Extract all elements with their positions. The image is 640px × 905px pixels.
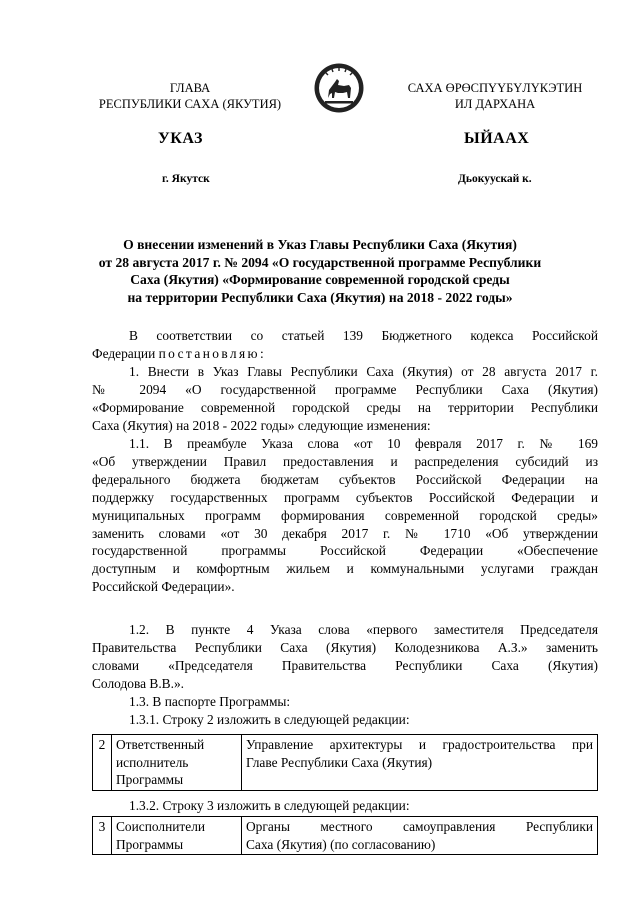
- issuer-ru-line2: РЕСПУБЛИКИ САХА (ЯКУТИЯ): [98, 97, 282, 111]
- body-line: доступным и комфортным жильем и коммунальными услугами граждан: [92, 561, 598, 577]
- body-line: В соответствии со статьей 139 Бюджетного кодекса Российской: [129, 328, 598, 343]
- body-line: № 2094 «О государственной программе Республики Саха (Якутия): [92, 381, 598, 397]
- passport-row-2-table: [92, 734, 598, 791]
- paragraph-1-2: [92, 621, 598, 693]
- title-line: О внесении изменений в Указ Главы Республики Саха (Якутия): [123, 237, 517, 252]
- body-line: словами «Председателя Правительства Республики Саха (Якутия): [92, 657, 598, 673]
- paragraph-1-1: [92, 435, 598, 596]
- body-line: федерального бюджета бюджетам субъектов Российской Федерации на: [92, 471, 598, 487]
- body-line: заменить словами «от 30 декабря 2017 г. № 1710 «Об утверждении: [92, 525, 598, 541]
- body-line: «Формирование современной городской среды на территории Республики: [92, 399, 598, 415]
- coat-of-arms-emblem: [313, 62, 365, 114]
- body-line: 1.3.1. Строку 2 изложить в следующей редакции:: [129, 711, 410, 727]
- preamble-paragraph: [92, 327, 598, 363]
- paragraph-1-3: [92, 693, 598, 729]
- issuer-ru-line1: ГЛАВА: [169, 81, 211, 95]
- row-name-cell: [112, 735, 242, 791]
- passport-row-3-table: [92, 816, 598, 855]
- paragraph-1-3-2: [92, 797, 598, 815]
- cell-line: Органы местного самоуправления Республики: [246, 819, 593, 834]
- table-row: [93, 817, 598, 855]
- body-line: 1. Внести в Указ Главы Республики Саха (Якутия) от 28 августа 2017 г.: [129, 364, 598, 379]
- row-value-cell: [242, 735, 598, 791]
- issuer-sakha-line2: ИЛ ДАРХАНА: [454, 97, 536, 111]
- row-value-cell: [242, 817, 598, 855]
- body-line: Солодова В.В.».: [92, 675, 184, 691]
- cell-line: Управление архитектуры и градостроительства при: [246, 737, 593, 752]
- row-name-cell: [112, 817, 242, 855]
- decree-keyword: постановляю:: [158, 345, 267, 361]
- cell-line: Программы: [116, 772, 184, 788]
- issuer-ru: [80, 80, 300, 112]
- body-line: 1.3. В паспорте Программы:: [129, 694, 291, 709]
- body-line: 1.2. В пункте 4 Указа слова «первого заместителя Председателя: [129, 622, 598, 637]
- body-line: 1.3.2. Строку 3 изложить в следующей редакции:: [129, 798, 410, 813]
- body-line: Правительства Республики Саха (Якутия) Колодезникова А.З.» заменить: [92, 639, 598, 655]
- body-line: Саха (Якутия) на 2018 - 2022 годы» следующие изменения:: [92, 417, 431, 433]
- paragraph-1: [92, 363, 598, 435]
- cell-line: Соисполнители: [116, 819, 206, 834]
- cell-line: Саха (Якутия) (по согласованию): [246, 836, 436, 852]
- row-number: 2: [93, 735, 112, 791]
- cell-line: исполнитель: [116, 754, 189, 770]
- decree-title: [92, 236, 548, 306]
- doc-type-sakha: ЫЙААХ: [464, 130, 530, 147]
- cell-line: Главе Республики Саха (Якутия): [246, 754, 433, 770]
- title-line: Саха (Якутия) «Формирование современной городской среды: [130, 272, 510, 287]
- doc-type-ru: УКАЗ: [158, 130, 203, 147]
- body-line: муниципальных программ формирования современной городской среды»: [92, 507, 598, 523]
- cell-line: Ответственный: [116, 737, 205, 752]
- city-ru: г. Якутск: [162, 173, 210, 185]
- body-line: 1.1. В преамбуле Указа слова «от 10 февраля 2017 г. № 169: [129, 436, 598, 451]
- cell-line: Программы: [116, 836, 184, 852]
- body-text: Федерации: [92, 345, 159, 361]
- issuer-sakha: [390, 80, 600, 112]
- body-line: государственной программы Российской Федерации «Обеспечение: [92, 543, 598, 559]
- table-row: [93, 735, 598, 791]
- body-line: «Об утверждении Правил предоставления и распределения субсидий из: [92, 453, 598, 469]
- title-line: на территории Республики Саха (Якутия) на 2018 - 2022 годы»: [127, 289, 513, 305]
- body-line: Российской Федерации».: [92, 579, 235, 595]
- issuer-sakha-line1: САХА ӨРӨСПҮҮБҮЛҮКЭТИН: [407, 81, 583, 95]
- body-line: [92, 345, 598, 363]
- row-number: 3: [93, 817, 112, 855]
- body-line: поддержку государственных программ субъектов Российской Федерации и: [92, 489, 598, 505]
- title-line: от 28 августа 2017 г. № 2094 «О государственной программе Республики: [98, 254, 542, 270]
- city-sakha: Дьокуускай к.: [458, 173, 532, 185]
